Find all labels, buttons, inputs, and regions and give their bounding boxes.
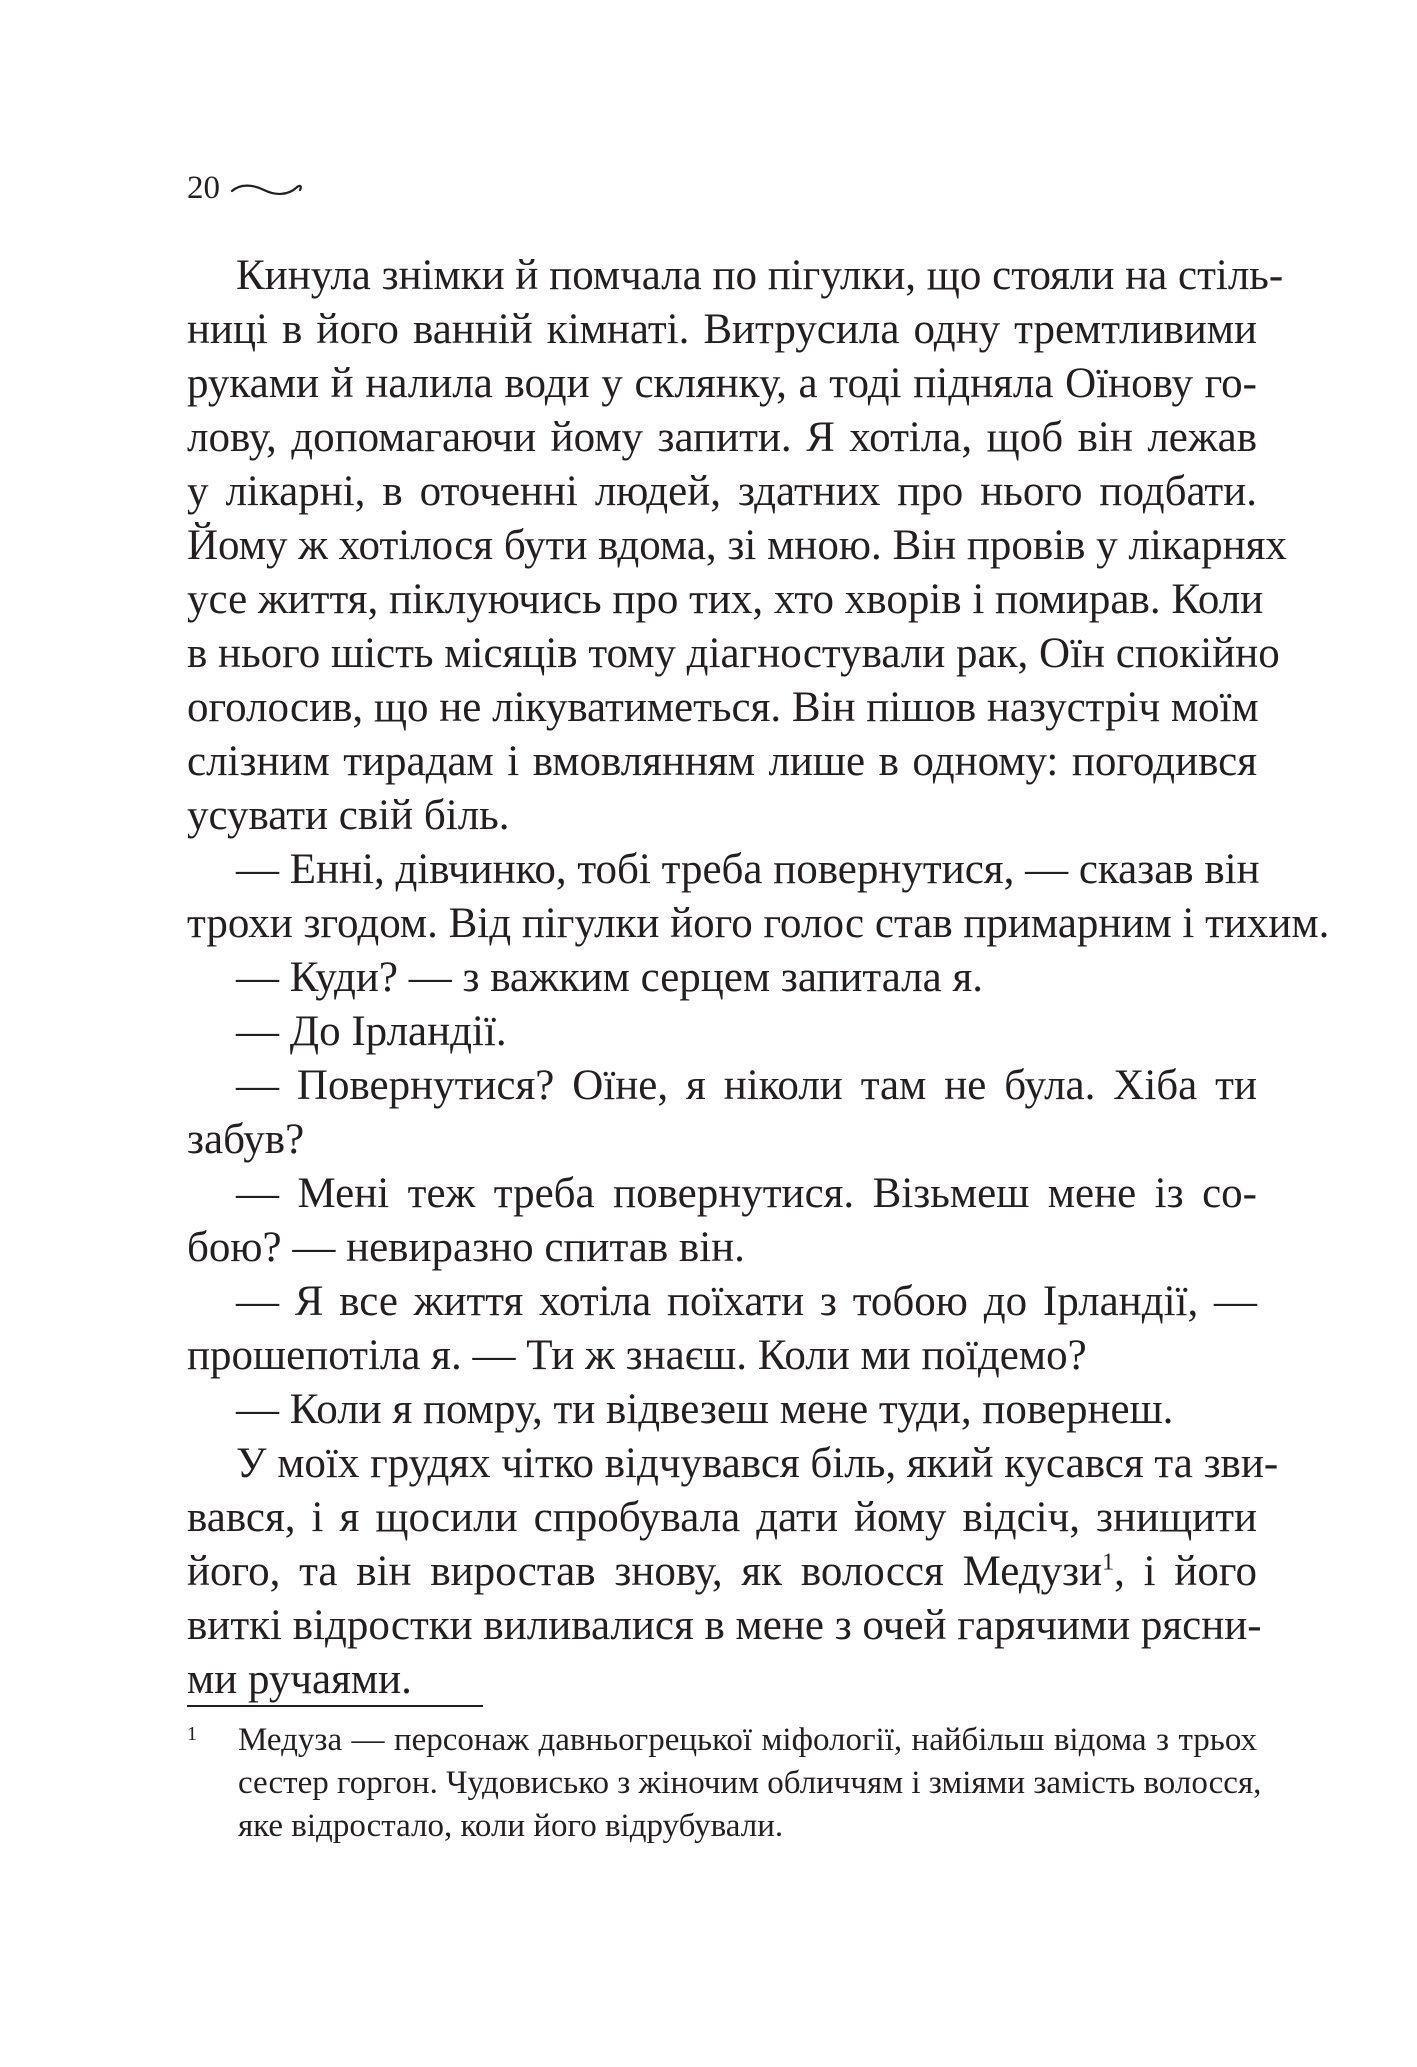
text-line: — Мені теж треба повернутися. Візьмеш мене із со- bbox=[236, 1170, 1257, 1217]
text-line: бою? — невиразно спитав він. bbox=[187, 1224, 745, 1271]
text-line: вався, і я щосили спробувала дати йому відсіч, знищити bbox=[187, 1494, 1257, 1541]
text-segment: , і його bbox=[1114, 1548, 1257, 1595]
text-line-with-footnote bbox=[187, 1545, 1257, 1599]
text-line: — Я все життя хотіла поїхати з тобою до Ірландії, — bbox=[236, 1278, 1257, 1325]
footnote-number: 1 bbox=[187, 1723, 197, 1745]
text-line: усувати свій біль. bbox=[187, 792, 510, 839]
text-line: — Куди? — з важким серцем запитала я. bbox=[236, 954, 983, 1001]
text-line: ми ручаями. bbox=[187, 1656, 412, 1703]
footnote bbox=[187, 1719, 1262, 1848]
text-line: ниці в його ванній кімнаті. Витрусила одну тремтливими bbox=[187, 306, 1257, 353]
page-header bbox=[187, 168, 304, 208]
footnote-line: Медуза — персонаж давньогрецької міфології, найбільш відома з трьох bbox=[238, 1722, 1257, 1758]
text-line: в нього шість місяців тому діагностували рак, Оїн спокійно bbox=[187, 630, 1280, 677]
text-line: Кинула знімки й помчала по пігулки, що стояли на стіль- bbox=[236, 252, 1284, 299]
text-line: — Повернутися? Оїне, я ніколи там не була. Хіба ти bbox=[236, 1062, 1257, 1109]
text-line: у лікарні, в оточенні людей, здатних про нього подбати. bbox=[187, 468, 1257, 515]
text-line: лову, допомагаючи йому запити. Я хотіла, щоб він лежав bbox=[187, 414, 1257, 461]
text-line: трохи згодом. Від пігулки його голос став примарним і тихим. bbox=[187, 900, 1330, 947]
text-line: усе життя, піклуючись про тих, хто хворів і помирав. Коли bbox=[187, 576, 1264, 623]
text-line: — Енні, дівчинко, тобі треба повернутися, — сказав він bbox=[236, 846, 1260, 893]
text-line: оголосив, що не лікуватиметься. Він пішов назустріч моїм bbox=[187, 684, 1259, 731]
text-line: прошепотіла я. — Ти ж знаєш. Коли ми поїдемо? bbox=[187, 1332, 1087, 1379]
text-segment: його, та він виростав знову, як волосся Медузи bbox=[187, 1548, 1103, 1595]
page-number: 20 bbox=[187, 170, 220, 206]
text-line: У моїх грудях чітко відчувався біль, який кусався та зви- bbox=[236, 1440, 1279, 1487]
footnote-divider bbox=[187, 1705, 483, 1707]
text-line: Йому ж хотілося бути вдома, зі мною. Він провів у лікарнях bbox=[187, 522, 1287, 569]
text-line: — До Ірландії. bbox=[236, 1008, 507, 1055]
footnote-reference[interactable]: 1 bbox=[1102, 1549, 1115, 1576]
text-line: руками й налила води у склянку, а тоді підняла Оїнову го- bbox=[187, 360, 1257, 407]
text-line: — Коли я помру, ти відвезеш мене туди, повернеш. bbox=[236, 1386, 1174, 1433]
swash-ornament-icon bbox=[230, 178, 304, 200]
main-text bbox=[187, 249, 1330, 1707]
footnote-line: сестер горгон. Чудовисько з жіночим обличчям і зміями замість волосся, bbox=[238, 1765, 1262, 1801]
footnote-line: яке відростало, коли його відрубували. bbox=[238, 1808, 784, 1844]
text-line: забув? bbox=[187, 1116, 305, 1163]
text-line: виткі відростки виливалися в мене з очей гарячими рясни- bbox=[187, 1602, 1262, 1649]
text-line: слізним тирадам і вмовлянням лише в одному: погодився bbox=[187, 738, 1257, 785]
footnote-text bbox=[238, 1719, 1262, 1848]
